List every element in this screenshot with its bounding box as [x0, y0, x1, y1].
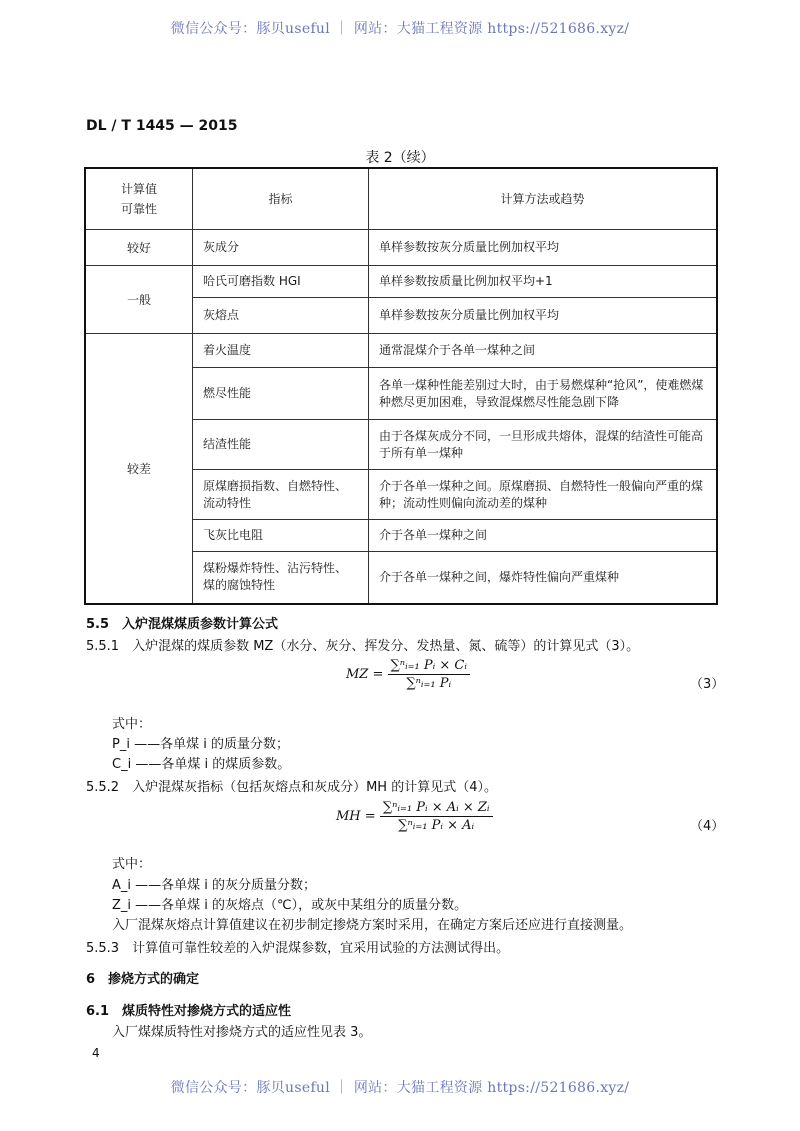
indicator-cell: 原煤磨损指数、自燃特性、流动特性	[193, 470, 369, 520]
method-cell: 介于各单一煤种之间，爆炸特性偏向严重煤种	[369, 552, 718, 604]
header-reliability-l1: 计算值	[120, 182, 157, 196]
section-5-5-heading: 5.5 入炉混煤煤质参数计算公式	[86, 617, 279, 632]
eq4-lhs: MH =	[336, 809, 376, 824]
where-label-2: 式中：	[112, 857, 152, 872]
table-header-row	[85, 168, 717, 230]
eq3-numerator: ∑ⁿᵢ₌₁ Pᵢ × Cᵢ	[388, 658, 470, 675]
eq3-fraction	[388, 658, 470, 691]
where-label-1: 式中：	[112, 717, 152, 732]
indicator-cell: 灰成分	[193, 230, 369, 266]
indicator-cell: 结渣性能	[193, 420, 369, 470]
eq3-denominator: ∑ⁿᵢ₌₁ Pᵢ	[406, 676, 452, 691]
method-cell: 介于各单一煤种之间	[369, 520, 718, 552]
header-indicator: 指标	[193, 168, 369, 230]
method-cell: 单样参数按质量比例加权平均+1	[369, 266, 718, 298]
section-5-5-1-text: 5.5.1 入炉混煤的煤质参数 MZ（水分、灰分、挥发分、发热量、氮、硫等）的计算见式（3）。	[86, 639, 640, 654]
method-cell: 单样参数按灰分质量比例加权平均	[369, 230, 718, 266]
table-row	[85, 230, 717, 266]
pi-definition: P_i ——各单煤 i 的质量分数；	[112, 737, 289, 752]
indicator-cell: 飞灰比电阻	[193, 520, 369, 552]
indicator-cell: 着火温度	[193, 334, 369, 368]
table-caption: 表 2（续）	[365, 150, 435, 166]
header-reliability	[85, 168, 193, 230]
indicator-cell: 灰熔点	[193, 298, 369, 334]
watermark-bottom: 微信公众号：豚贝useful ｜ 网站：大猫工程资源 https://521686.xyz/	[170, 1080, 630, 1096]
section-6-heading: 6 掺烧方式的确定	[86, 972, 200, 987]
method-cell: 通常混煤介于各单一煤种之间	[369, 334, 718, 368]
reliability-cell: 较好	[85, 230, 193, 266]
ci-definition: C_i ——各单煤 i 的煤质参数。	[112, 757, 291, 772]
watermark-top: 微信公众号：豚贝useful ｜ 网站：大猫工程资源 https://521686.xyz/	[170, 21, 630, 37]
eq3-lhs: MZ =	[346, 667, 384, 682]
equation-3	[346, 658, 470, 691]
page-number: 4	[92, 1046, 100, 1060]
ai-definition: A_i ——各单煤 i 的灰分质量分数；	[112, 878, 317, 893]
zi-definition: Z_i ——各单煤 i 的灰熔点（℃），或灰中某组分的质量分数。	[112, 898, 468, 913]
indicator-cell: 煤粉爆炸特性、沾污特性、煤的腐蚀特性	[193, 552, 369, 604]
table-row	[85, 334, 717, 368]
equation-4	[336, 800, 493, 833]
standard-number: DL / T 1445 — 2015	[86, 118, 238, 134]
section-5-5-3-text: 5.5.3 计算值可靠性较差的入炉混煤参数，宜采用试验的方法测试得出。	[86, 941, 510, 956]
eq4-numerator: ∑ⁿᵢ₌₁ Pᵢ × Aᵢ × Zᵢ	[380, 800, 493, 817]
equation-3-number: （3）	[690, 677, 725, 692]
header-method: 计算方法或趋势	[369, 168, 718, 230]
table-row	[85, 266, 717, 298]
method-cell: 介于各单一煤种之间。原煤磨损、自燃特性一般偏向严重的煤种；流动性则偏向流动差的煤种	[369, 470, 718, 520]
section-6-1-heading: 6.1 煤质特性对掺烧方式的适应性	[86, 1004, 292, 1019]
method-cell: 单样参数按灰分质量比例加权平均	[369, 298, 718, 334]
section-5-5-2-text: 5.5.2 入炉混煤灰指标（包括灰熔点和灰成分）MH 的计算见式（4）。	[86, 780, 497, 795]
indicator-cell: 哈氏可磨指数 HGI	[193, 266, 369, 298]
reliability-cell: 一般	[85, 266, 193, 334]
method-cell: 由于各煤灰成分不同，一旦形成共熔体，混煤的结渣性可能高于所有单一煤种	[369, 420, 718, 470]
section-6-1-text: 入厂煤煤质特性对掺烧方式的适应性见表 3。	[112, 1025, 372, 1040]
ash-fusion-note: 入厂混煤灰熔点计算值建议在初步制定掺烧方案时采用，在确定方案后还应进行直接测量。	[112, 918, 633, 933]
reliability-cell: 较差	[85, 334, 193, 604]
indicator-cell: 燃尽性能	[193, 368, 369, 420]
equation-4-number: （4）	[690, 819, 725, 834]
eq4-fraction	[380, 800, 493, 833]
eq4-denominator: ∑ⁿᵢ₌₁ Pᵢ × Aᵢ	[398, 818, 475, 833]
header-reliability-l2: 可靠性	[120, 202, 157, 216]
method-cell: 各单一煤种性能差别过大时，由于易燃煤种“抢风”，使难燃煤种燃尽更加困难，导致混煤燃尽性能急剧下降	[369, 368, 718, 420]
table-2-continued	[84, 167, 718, 605]
